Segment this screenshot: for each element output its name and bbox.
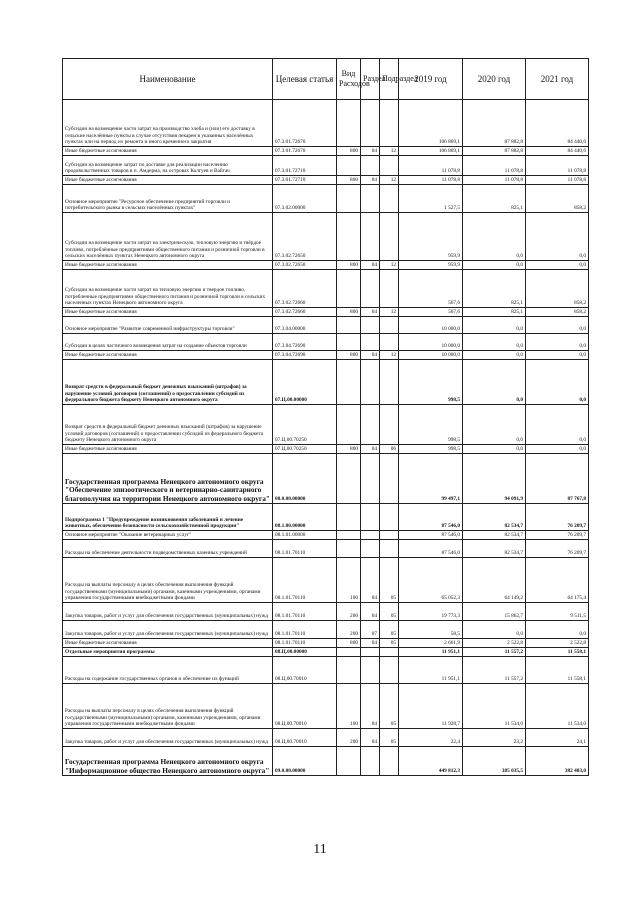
cell-name: Иные бюджетные ассигнования <box>63 261 273 270</box>
cell-y2020: 82 534,7 <box>463 531 526 540</box>
table-row <box>63 147 589 156</box>
cell-vid: 100 <box>337 684 361 729</box>
cell-razd <box>361 405 380 445</box>
cell-code: 08.0.00.00000 <box>273 454 337 504</box>
cell-y2021: 2 522,8 <box>526 639 589 648</box>
cell-razd <box>361 213 380 261</box>
cell-y2019: 567,6 <box>399 270 463 308</box>
cell-razd <box>361 504 380 531</box>
cell-y2020: 0,0 <box>463 317 526 334</box>
cell-vid <box>337 504 361 531</box>
cell-y2019: 106 869,1 <box>399 147 463 156</box>
cell-podr: 12 <box>380 308 399 317</box>
cell-name: Субсидии на возмещение части затрат на производство хлеба и (или) его доставку в сельские населённые пункты в случае отсутствия пекарен в указанных населённых пунктах или на период их ремонта и иного временного закрытия <box>63 100 273 147</box>
cell-vid: 800 <box>337 261 361 270</box>
cell-name: Субсидии в целях частичного возмещения затрат на создание объектов торговли <box>63 334 273 351</box>
cell-y2021: 11 078,8 <box>526 176 589 185</box>
cell-y2019: 11 078,8 <box>399 156 463 176</box>
cell-y2021: 0,0 <box>526 317 589 334</box>
table-row <box>63 747 589 776</box>
cell-vid <box>337 747 361 776</box>
cell-code: 07.3.01.72670 <box>273 147 337 156</box>
table-row <box>63 445 589 454</box>
cell-name: Государственная программа Ненецкого автономного округа "Информационное общество Ненецкого автономного округа" <box>63 747 273 776</box>
cell-y2019: 11 951,1 <box>399 648 463 657</box>
cell-y2019: 65 052,3 <box>399 558 463 603</box>
cell-y2020: 11 534,0 <box>463 684 526 729</box>
cell-y2021: 0,0 <box>526 405 589 445</box>
header-row <box>63 59 589 100</box>
cell-name: Иные бюджетные ассигнования <box>63 147 273 156</box>
cell-y2019: 998,5 <box>399 445 463 454</box>
cell-y2021: 9 511,5 <box>526 603 589 621</box>
cell-y2019: 11 928,7 <box>399 684 463 729</box>
cell-name: Расходы на выплаты персоналу в целях обеспечения выполнения функций государственными (муниципальными) органами, казенными учреждениями, органами управления государственными внебюджетными фондами <box>63 684 273 729</box>
cell-razd: 04 <box>361 603 380 621</box>
cell-vid: 200 <box>337 621 361 639</box>
cell-code: 07.3.01.72670 <box>273 100 337 147</box>
cell-razd <box>361 747 380 776</box>
cell-y2020: 11 078,8 <box>463 176 526 185</box>
cell-name: Субсидии на возмещение части затрат на электрическую, тепловую энергию и твёрдое топливо, потреблённые предприятиями общественного питания и розничной торговли в сельских населённых пунктах Ненецкого автономного округа <box>63 213 273 261</box>
cell-y2019: 19 773,3 <box>399 603 463 621</box>
cell-y2020: 11 078,8 <box>463 156 526 176</box>
cell-code: 08.1.01.70110 <box>273 621 337 639</box>
cell-vid <box>337 531 361 540</box>
cell-y2020: 0,0 <box>463 621 526 639</box>
cell-podr <box>380 100 399 147</box>
cell-razd <box>361 185 380 213</box>
cell-code: 07.3.04.72690 <box>273 334 337 351</box>
table-row <box>63 558 589 603</box>
cell-y2019: 87 546,0 <box>399 531 463 540</box>
cell-podr <box>380 405 399 445</box>
table-row <box>63 621 589 639</box>
cell-podr <box>380 531 399 540</box>
cell-podr <box>380 156 399 176</box>
cell-code: 07.3.04.00000 <box>273 317 337 334</box>
table-row <box>63 351 589 360</box>
cell-podr: 05 <box>380 729 399 747</box>
cell-razd: 04 <box>361 351 380 360</box>
cell-razd: 07 <box>361 621 380 639</box>
cell-podr <box>380 454 399 504</box>
table-row <box>63 360 589 405</box>
table-row <box>63 531 589 540</box>
cell-code: 07.Ц.00.00000 <box>273 360 337 405</box>
cell-podr: 12 <box>380 147 399 156</box>
cell-y2020: 0,0 <box>463 445 526 454</box>
cell-vid <box>337 657 361 684</box>
cell-code: 07.3.02.72660 <box>273 270 337 308</box>
cell-y2020: 15 862,7 <box>463 603 526 621</box>
cell-podr <box>380 504 399 531</box>
cell-y2021: 87 767,8 <box>526 454 589 504</box>
cell-name: Возврат средств в федеральный бюджет денежных взысканий (штрафов) за нарушение условий договоров (соглашений) о предоставлении субсидий из федерального бюджета бюджету Ненецкого автономного округа <box>63 405 273 445</box>
cell-y2019: 1 527,5 <box>399 185 463 213</box>
table-row <box>63 657 589 684</box>
table-row <box>63 334 589 351</box>
cell-vid <box>337 270 361 308</box>
cell-vid <box>337 334 361 351</box>
cell-y2021: 858,2 <box>526 270 589 308</box>
cell-name: Иные бюджетные ассигнования <box>63 308 273 317</box>
table-body <box>63 100 589 776</box>
cell-code: 08.1.00.00000 <box>273 504 337 531</box>
cell-podr <box>380 185 399 213</box>
cell-podr: 05 <box>380 684 399 729</box>
table-row <box>63 639 589 648</box>
cell-code: 08.Ц.00.70010 <box>273 729 337 747</box>
cell-code: 08.1.01.70110 <box>273 603 337 621</box>
cell-y2021: 0,0 <box>526 360 589 405</box>
table-row <box>63 729 589 747</box>
cell-razd: 04 <box>361 729 380 747</box>
cell-y2021: 24,1 <box>526 729 589 747</box>
cell-name: Закупка товаров, работ и услуг для обеспечения государственных (муниципальных) нужд <box>63 621 273 639</box>
table-row <box>63 405 589 445</box>
cell-y2020: 0,0 <box>463 405 526 445</box>
cell-podr <box>380 334 399 351</box>
header-target: Целевая статья <box>273 59 337 100</box>
cell-razd <box>361 270 380 308</box>
cell-y2020: 82 534,7 <box>463 540 526 558</box>
cell-y2021: 0,0 <box>526 213 589 261</box>
cell-name: Закупка товаров, работ и услуг для обеспечения государственных (муниципальных) нужд <box>63 729 273 747</box>
cell-y2020: 2 522,8 <box>463 639 526 648</box>
cell-vid: 800 <box>337 147 361 156</box>
cell-code: 09.0.00.00000 <box>273 747 337 776</box>
cell-y2019: 10 000,0 <box>399 317 463 334</box>
cell-y2021: 64 175,4 <box>526 558 589 603</box>
cell-y2020: 87 882,8 <box>463 147 526 156</box>
cell-vid <box>337 185 361 213</box>
cell-y2020: 0,0 <box>463 261 526 270</box>
cell-y2019: 998,5 <box>399 360 463 405</box>
cell-y2019: 99 497,1 <box>399 454 463 504</box>
cell-y2019: 87 546,0 <box>399 540 463 558</box>
cell-y2020: 23,2 <box>463 729 526 747</box>
cell-razd <box>361 540 380 558</box>
table-row <box>63 648 589 657</box>
cell-y2019: 959,9 <box>399 261 463 270</box>
cell-vid: 800 <box>337 351 361 360</box>
cell-vid: 100 <box>337 558 361 603</box>
cell-y2019: 11 078,8 <box>399 176 463 185</box>
cell-code: 07.Ц.00.70250 <box>273 405 337 445</box>
cell-vid: 800 <box>337 176 361 185</box>
cell-name: Подпрограмма 1 "Предупреждение возникновения заболеваний и лечение животных, обеспечение безопасности сельскохозяйственной продукции" <box>63 504 273 531</box>
cell-vid <box>337 156 361 176</box>
cell-code: 07.3.02.72660 <box>273 308 337 317</box>
cell-y2019: 58,5 <box>399 621 463 639</box>
cell-y2021: 0,0 <box>526 351 589 360</box>
cell-y2019: 10 000,0 <box>399 334 463 351</box>
cell-code: 07.3.02.00000 <box>273 185 337 213</box>
cell-podr <box>380 657 399 684</box>
cell-y2021: 0,0 <box>526 334 589 351</box>
cell-name: Государственная программа Ненецкого автономного округа "Обеспечение эпизоотического и ветеринарно-санитарного благополучия на территории Ненецкого автономного округа" <box>63 454 273 504</box>
cell-podr <box>380 747 399 776</box>
cell-vid <box>337 454 361 504</box>
cell-podr: 05 <box>380 621 399 639</box>
cell-code: 07.Ц.00.70250 <box>273 445 337 454</box>
cell-podr <box>380 540 399 558</box>
cell-code: 08.Ц.00.70010 <box>273 657 337 684</box>
cell-y2021: 11 558,1 <box>526 648 589 657</box>
cell-podr: 06 <box>380 445 399 454</box>
cell-vid <box>337 405 361 445</box>
cell-name: Расходы на содержание государственных органов и обеспечение их функций <box>63 657 273 684</box>
cell-razd <box>361 156 380 176</box>
cell-y2021: 76 209,7 <box>526 531 589 540</box>
cell-name: Субсидии на возмещение затрат по доставке для реализации населению продовольственных товаров в п. Амдерма, на островах Колгуев и Вайгач <box>63 156 273 176</box>
cell-podr: 05 <box>380 603 399 621</box>
cell-y2020: 0,0 <box>463 351 526 360</box>
table-row <box>63 504 589 531</box>
cell-code: 08.1.01.70110 <box>273 639 337 648</box>
cell-podr: 12 <box>380 261 399 270</box>
cell-y2020: 11 557,2 <box>463 657 526 684</box>
table-row <box>63 540 589 558</box>
table-row <box>63 213 589 261</box>
cell-vid: 200 <box>337 729 361 747</box>
cell-name: Основное мероприятие "Ресурсное обеспечение предприятий торговли и потребительского рынка в сельских населённых пунктах" <box>63 185 273 213</box>
cell-y2020: 385 035,5 <box>463 747 526 776</box>
cell-podr: 05 <box>380 639 399 648</box>
cell-y2021: 0,0 <box>526 261 589 270</box>
table-row <box>63 156 589 176</box>
cell-y2019: 11 951,1 <box>399 657 463 684</box>
cell-code: 08.1.01.70110 <box>273 558 337 603</box>
cell-y2021: 0,0 <box>526 445 589 454</box>
cell-y2019: 449 812,3 <box>399 747 463 776</box>
cell-razd <box>361 648 380 657</box>
cell-name: Основное мероприятие "Развитие современной инфраструктуры торговли" <box>63 317 273 334</box>
cell-y2021: 84 440,6 <box>526 100 589 147</box>
cell-name: Иные бюджетные ассигнования <box>63 176 273 185</box>
cell-podr: 12 <box>380 176 399 185</box>
cell-vid: 800 <box>337 639 361 648</box>
cell-y2019: 106 869,1 <box>399 100 463 147</box>
cell-y2020: 0,0 <box>463 334 526 351</box>
cell-y2021: 11 558,1 <box>526 657 589 684</box>
cell-y2020: 64 149,2 <box>463 558 526 603</box>
cell-razd: 04 <box>361 639 380 648</box>
cell-y2019: 10 000,0 <box>399 351 463 360</box>
cell-name: Закупка товаров, работ и услуг для обеспечения государственных (муниципальных) нужд <box>63 603 273 621</box>
cell-y2019: 22,4 <box>399 729 463 747</box>
cell-y2020: 825,1 <box>463 270 526 308</box>
cell-y2021: 11 078,8 <box>526 156 589 176</box>
cell-razd: 04 <box>361 684 380 729</box>
cell-razd: 04 <box>361 308 380 317</box>
cell-vid <box>337 648 361 657</box>
cell-razd <box>361 531 380 540</box>
cell-podr <box>380 270 399 308</box>
table-row <box>63 454 589 504</box>
table-row <box>63 100 589 147</box>
table-row <box>63 603 589 621</box>
cell-y2019: 959,9 <box>399 213 463 261</box>
cell-razd: 04 <box>361 558 380 603</box>
cell-code: 07.3.02.72650 <box>273 261 337 270</box>
cell-y2020: 94 091,9 <box>463 454 526 504</box>
cell-y2021: 76 209,7 <box>526 540 589 558</box>
cell-y2021: 0,0 <box>526 621 589 639</box>
table-row <box>63 185 589 213</box>
cell-razd <box>361 360 380 405</box>
table-row <box>63 261 589 270</box>
cell-y2021: 84 440,6 <box>526 147 589 156</box>
cell-y2021: 382 403,0 <box>526 747 589 776</box>
cell-podr <box>380 317 399 334</box>
header-name: Наименование <box>63 59 273 100</box>
cell-name: Возврат средств в федеральный бюджет денежных взысканий (штрафов) за нарушение условий договоров (соглашений) о предоставлении субсидий из федерального бюджета бюджету Ненецкого автономного округа <box>63 360 273 405</box>
cell-vid <box>337 540 361 558</box>
table-row <box>63 270 589 308</box>
cell-y2020: 0,0 <box>463 213 526 261</box>
cell-name: Расходы на выплаты персоналу в целях обеспечения выполнения функций государственными (муниципальными) органами, казенными учреждениями, органами управления государственными внебюджетными фондами <box>63 558 273 603</box>
cell-code: 07.3.01.72710 <box>273 156 337 176</box>
cell-code: 08.1.01.00000 <box>273 531 337 540</box>
table-row <box>63 684 589 729</box>
cell-razd <box>361 317 380 334</box>
cell-name: Субсидии на возмещение части затрат на тепловую энергию и твердое топливо, потребленные предприятиями общественного питания и розничной торговли в сельских населенных пунктах Ненецкого автономного округа <box>63 270 273 308</box>
cell-name: Иные бюджетные ассигнования <box>63 639 273 648</box>
header-2021: 2021 год <box>526 59 589 100</box>
cell-podr <box>380 213 399 261</box>
cell-razd: 04 <box>361 147 380 156</box>
cell-vid <box>337 360 361 405</box>
cell-code: 07.3.04.72690 <box>273 351 337 360</box>
cell-y2021: 76 209,7 <box>526 504 589 531</box>
header-podrazdel: Подраздел <box>380 59 399 100</box>
cell-name: Расходы на обеспечение деятельности подведомственных казенных учреждений <box>63 540 273 558</box>
cell-vid <box>337 100 361 147</box>
table-row <box>63 176 589 185</box>
cell-y2021: 858,2 <box>526 185 589 213</box>
cell-y2020: 11 557,2 <box>463 648 526 657</box>
cell-razd <box>361 334 380 351</box>
page-number: 11 <box>313 842 327 857</box>
header-vid: Вид Расходов <box>337 59 361 100</box>
cell-y2019: 2 661,9 <box>399 639 463 648</box>
cell-name: Отдельные мероприятия программы <box>63 648 273 657</box>
cell-code: 08.1.01.70110 <box>273 540 337 558</box>
cell-razd <box>361 657 380 684</box>
cell-podr: 12 <box>380 351 399 360</box>
header-2019: 2019 год <box>399 59 463 100</box>
cell-razd <box>361 100 380 147</box>
cell-code: 07.3.02.72650 <box>273 213 337 261</box>
cell-podr <box>380 360 399 405</box>
cell-name: Основное мероприятие "Оказание ветеринарных услуг" <box>63 531 273 540</box>
cell-razd: 04 <box>361 176 380 185</box>
header-2020: 2020 год <box>463 59 526 100</box>
cell-y2020: 87 882,8 <box>463 100 526 147</box>
cell-y2020: 825,1 <box>463 308 526 317</box>
cell-name: Иные бюджетные ассигнования <box>63 445 273 454</box>
cell-podr: 05 <box>380 558 399 603</box>
cell-y2021: 858,2 <box>526 308 589 317</box>
cell-y2020: 825,1 <box>463 185 526 213</box>
cell-vid <box>337 317 361 334</box>
cell-vid <box>337 213 361 261</box>
cell-code: 07.3.01.72710 <box>273 176 337 185</box>
cell-razd <box>361 454 380 504</box>
budget-table <box>62 58 589 776</box>
cell-y2019: 567,6 <box>399 308 463 317</box>
table-row <box>63 308 589 317</box>
cell-razd: 04 <box>361 261 380 270</box>
cell-y2020: 0,0 <box>463 360 526 405</box>
header-razdel: Раздел <box>361 59 380 100</box>
cell-podr <box>380 648 399 657</box>
cell-y2019: 998,5 <box>399 405 463 445</box>
table-row <box>63 317 589 334</box>
cell-name: Иные бюджетные ассигнования <box>63 351 273 360</box>
cell-y2019: 87 546,0 <box>399 504 463 531</box>
cell-vid: 800 <box>337 445 361 454</box>
cell-y2021: 11 534,0 <box>526 684 589 729</box>
cell-code: 08.Ц.00.00000 <box>273 648 337 657</box>
cell-y2020: 82 534,7 <box>463 504 526 531</box>
cell-code: 08.Ц.00.70010 <box>273 684 337 729</box>
cell-vid: 200 <box>337 603 361 621</box>
cell-razd: 04 <box>361 445 380 454</box>
cell-vid: 800 <box>337 308 361 317</box>
